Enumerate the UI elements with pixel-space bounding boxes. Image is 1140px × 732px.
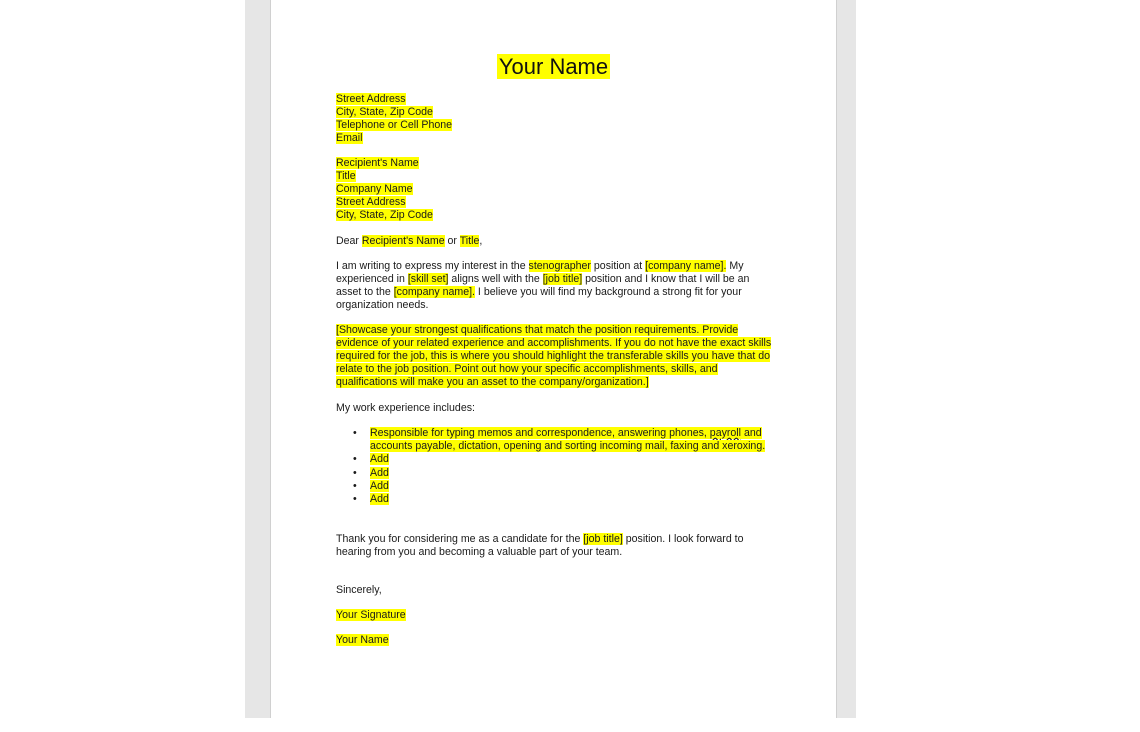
closing-paragraph: Thank you for considering me as a candidate for the [job title] position. I look forward to hearing from you and becoming a valuable part of your team. bbox=[336, 533, 744, 558]
sender-address-block bbox=[336, 93, 776, 145]
intro-paragraph: I am writing to express my interest in the stenographer position at [company name]. My experienced in [skill set] aligns well with the [job title] position and I know that I will be an asset to the [company name]. I believe you will find my background a strong fit for your organization needs. bbox=[336, 260, 750, 311]
sender-street: Street Address bbox=[336, 93, 406, 105]
list-item: • Add bbox=[353, 479, 389, 492]
recipient-street: Street Address bbox=[336, 196, 406, 208]
recipient-title: Title bbox=[336, 170, 356, 182]
signature-line: Your Signature bbox=[336, 609, 406, 621]
recipient-address-block bbox=[336, 157, 776, 222]
signoff-name: Your Name bbox=[336, 634, 389, 646]
experience-list bbox=[336, 427, 776, 506]
list-item: • Add bbox=[353, 453, 389, 466]
sender-city: City, State, Zip Code bbox=[336, 106, 433, 118]
sender-phone: Telephone or Cell Phone bbox=[336, 119, 453, 131]
bullet-icon: • bbox=[353, 427, 357, 439]
document-page bbox=[270, 0, 837, 718]
bullet-icon: • bbox=[353, 479, 357, 492]
recipient-name: Recipient's Name bbox=[336, 157, 419, 169]
list-item: • Add bbox=[353, 493, 389, 506]
bullet-icon: • bbox=[353, 493, 357, 506]
experience-heading: My work experience includes: bbox=[336, 402, 475, 414]
recipient-company: Company Name bbox=[336, 183, 413, 195]
spellcheck-word[interactable]: payroll bbox=[709, 427, 742, 439]
page-title bbox=[336, 52, 771, 82]
recipient-city: City, State, Zip Code bbox=[336, 209, 433, 221]
bullet-icon: • bbox=[353, 466, 357, 479]
greeting: Dear Recipient's Name or Title, bbox=[336, 235, 483, 247]
sincerely-line: Sincerely, bbox=[336, 584, 382, 596]
list-item: • Responsible for typing memos and correspondence, answering phones, payroll and accounts payable, dictation, opening and sorting incoming mail, faxing and xeroxing. bbox=[353, 427, 766, 453]
qualifications-paragraph: [Showcase your strongest qualifications that match the position requirements. Provide evidence of your related experience and accomplishments. If you do not have the exact skills required for the job, this is where you should highlight the transferable skills you have that do relate to the job position. Point out how your specific accomplishments, skills, and qualifications will make you an asset to the company/organization.] bbox=[336, 324, 772, 388]
list-item: • Add bbox=[353, 466, 389, 479]
bullet-icon: • bbox=[353, 453, 357, 466]
sender-email: Email bbox=[336, 132, 363, 144]
name-heading: Your Name bbox=[498, 54, 609, 79]
